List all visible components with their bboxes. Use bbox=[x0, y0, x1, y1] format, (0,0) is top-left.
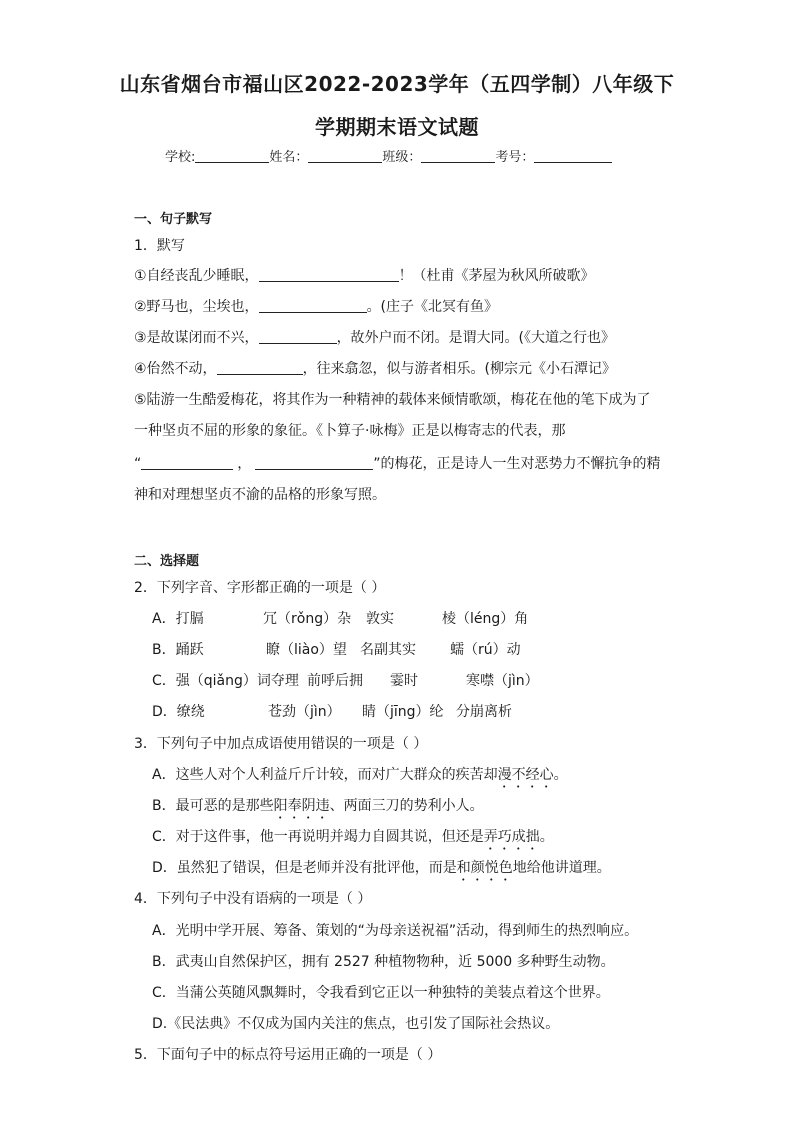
q4-option-c[interactable]: C．当蒲公英随风飘舞时，令我看到它正以一种独特的美装点着这个世界。 bbox=[152, 985, 610, 1001]
q1-item5-open-quote: “ bbox=[134, 456, 142, 472]
q5-stem: 5．下面句子中的标点符号运用正确的一项是（ ） bbox=[134, 1047, 442, 1063]
q1-item5-line4: 神和对理想坚贞不渝的品格的形象写照。 bbox=[134, 487, 386, 503]
exam-title-line2: 学期期末语文试题 bbox=[315, 115, 479, 139]
q3-b-idiom: 阳奉阴违 bbox=[273, 798, 330, 814]
q1-item5-blank2[interactable] bbox=[255, 455, 373, 470]
name-label: 姓名： bbox=[269, 150, 309, 165]
q1-item2-blank[interactable] bbox=[259, 298, 367, 313]
q2-d-3: 睛（jīng）纶 bbox=[362, 704, 444, 720]
q2-c-1: C．强（qiǎng）词夺理 bbox=[152, 673, 299, 689]
q4-option-a[interactable]: A．光明中学开展、筹备、策划的“为母亲送祝福”活动，得到师生的热烈响应。 bbox=[152, 923, 639, 939]
name-field[interactable] bbox=[308, 149, 382, 163]
q1-item1-blank[interactable] bbox=[259, 267, 399, 282]
q1-item5-blank1[interactable] bbox=[141, 455, 233, 470]
q1-item5-line3 bbox=[134, 453, 661, 473]
q4-option-b[interactable]: B．武夷山自然保护区，拥有 2527 种植物物种，近 5000 多种野生动物。 bbox=[152, 954, 615, 970]
q3-stem: 3．下列句子中加点成语使用错误的一项是（ ） bbox=[134, 736, 428, 752]
q1-item4-blank[interactable] bbox=[217, 360, 303, 375]
q3-a-idiom: 漫不经心 bbox=[497, 767, 554, 783]
q3-d-post: 地给他讲道理。 bbox=[512, 860, 611, 876]
q2-a-1: A．打膈 bbox=[152, 611, 204, 627]
q1-item3-pre: ③是故谋闭而不兴， bbox=[134, 330, 259, 346]
q2-a-2: 冗（rǒng）杂 bbox=[263, 611, 352, 627]
q2-stem: 2．下列字音、字形都正确的一项是（ ） bbox=[134, 580, 386, 596]
q1-item4-pre: ④佁然不动， bbox=[134, 361, 217, 377]
q1-item5-post: ”的梅花，正是诗人一生对恶势力不懈抗争的精 bbox=[373, 456, 661, 472]
q1-item5-line2: 一种坚贞不屈的形象的象征。《卜算子·咏梅》正是以梅寄志的代表，那 bbox=[134, 423, 566, 439]
number-field[interactable] bbox=[534, 149, 612, 163]
q3-option-c[interactable] bbox=[152, 826, 554, 853]
q3-a-pre: A．这些人对个人利益斤斤计较，而对广大群众的疾苦却 bbox=[152, 767, 498, 783]
q2-a-4: 棱（léng）角 bbox=[442, 611, 529, 627]
q3-c-pre: C．对于这件事，他一再说明并竭力自圆其说，但还是 bbox=[152, 829, 484, 845]
q1-item3-blank[interactable] bbox=[259, 329, 337, 344]
q3-b-post: 、两面三刀的势利小人。 bbox=[329, 798, 484, 814]
class-label: 班级： bbox=[382, 150, 422, 165]
q2-d-1: D．缭绕 bbox=[152, 704, 205, 720]
q2-b-3: 名副其实 bbox=[360, 642, 416, 658]
q1-item1-pre: ①自经丧乱少睡眠， bbox=[134, 268, 259, 284]
q3-b-pre: B．最可恶的是那些 bbox=[152, 798, 274, 814]
q1-item5-line1: ⑤陆游一生酷爱梅花，将其作为一种精神的载体来倾情歌颂，梅花在他的笔下成为了 bbox=[134, 392, 651, 408]
q4-stem: 4．下列句子中没有语病的一项是（ ） bbox=[134, 891, 372, 907]
q1-item3-post: ，故外户而不闭。是谓大同。(《大道之行也》 bbox=[336, 330, 616, 346]
q2-b-2: 瞭（liào）望 bbox=[266, 642, 347, 658]
q2-c-3: 霎时 bbox=[390, 673, 418, 689]
q1-label: 1．默写 bbox=[134, 238, 185, 254]
q1-item5-comma: ， bbox=[237, 456, 252, 472]
q3-d-pre: D．虽然犯了错误，但是老师并没有批评他，而是 bbox=[152, 860, 457, 876]
q2-c-2: 前呼后拥 bbox=[307, 673, 363, 689]
q3-option-b[interactable] bbox=[152, 795, 484, 822]
q2-d-4: 分崩离析 bbox=[456, 704, 512, 720]
q4-option-d[interactable]: D.《民法典》不仅成为国内关注的焦点，也引发了国际社会热议。 bbox=[152, 1016, 560, 1032]
q1-item2 bbox=[134, 296, 498, 316]
q3-d-idiom: 和颜悦色 bbox=[456, 860, 513, 876]
q1-item2-post: 。(庄子《北冥有鱼》 bbox=[366, 299, 499, 315]
q1-item3 bbox=[134, 327, 615, 347]
q3-option-a[interactable] bbox=[152, 764, 568, 791]
q2-a-3: 敦实 bbox=[366, 611, 394, 627]
q3-option-d[interactable] bbox=[152, 857, 611, 884]
section2-title: 二、选择题 bbox=[134, 554, 200, 569]
q3-a-post: 。 bbox=[553, 767, 568, 783]
school-label: 学校: bbox=[165, 150, 196, 165]
exam-title-line1: 山东省烟台市福山区2022-2023学年（五四学制）八年级下 bbox=[119, 72, 675, 96]
number-label: 考号： bbox=[495, 150, 535, 165]
q3-c-post: 。 bbox=[539, 829, 554, 845]
q1-item1 bbox=[134, 265, 595, 285]
school-field[interactable] bbox=[195, 149, 269, 163]
section1-title: 一、句子默写 bbox=[134, 212, 213, 227]
q1-item2-pre: ②野马也，尘埃也， bbox=[134, 299, 259, 315]
q1-item4-post: ，往来翕忽，似与游者相乐。(柳宗元《小石潭记》 bbox=[302, 361, 617, 377]
class-field[interactable] bbox=[421, 149, 495, 163]
q3-c-idiom: 弄巧成拙 bbox=[483, 829, 540, 845]
q1-item1-post: ！（杜甫《茅屋为秋风所破歌》 bbox=[398, 268, 595, 284]
student-info-line bbox=[165, 146, 612, 165]
q2-b-4: 蠕（rú）动 bbox=[450, 642, 521, 658]
q2-d-2: 苍劲（jìn） bbox=[268, 704, 341, 720]
q2-c-4: 寒噤（jìn） bbox=[466, 673, 539, 689]
q2-b-1: B．踊跃 bbox=[152, 642, 204, 658]
q1-item4 bbox=[134, 358, 616, 378]
